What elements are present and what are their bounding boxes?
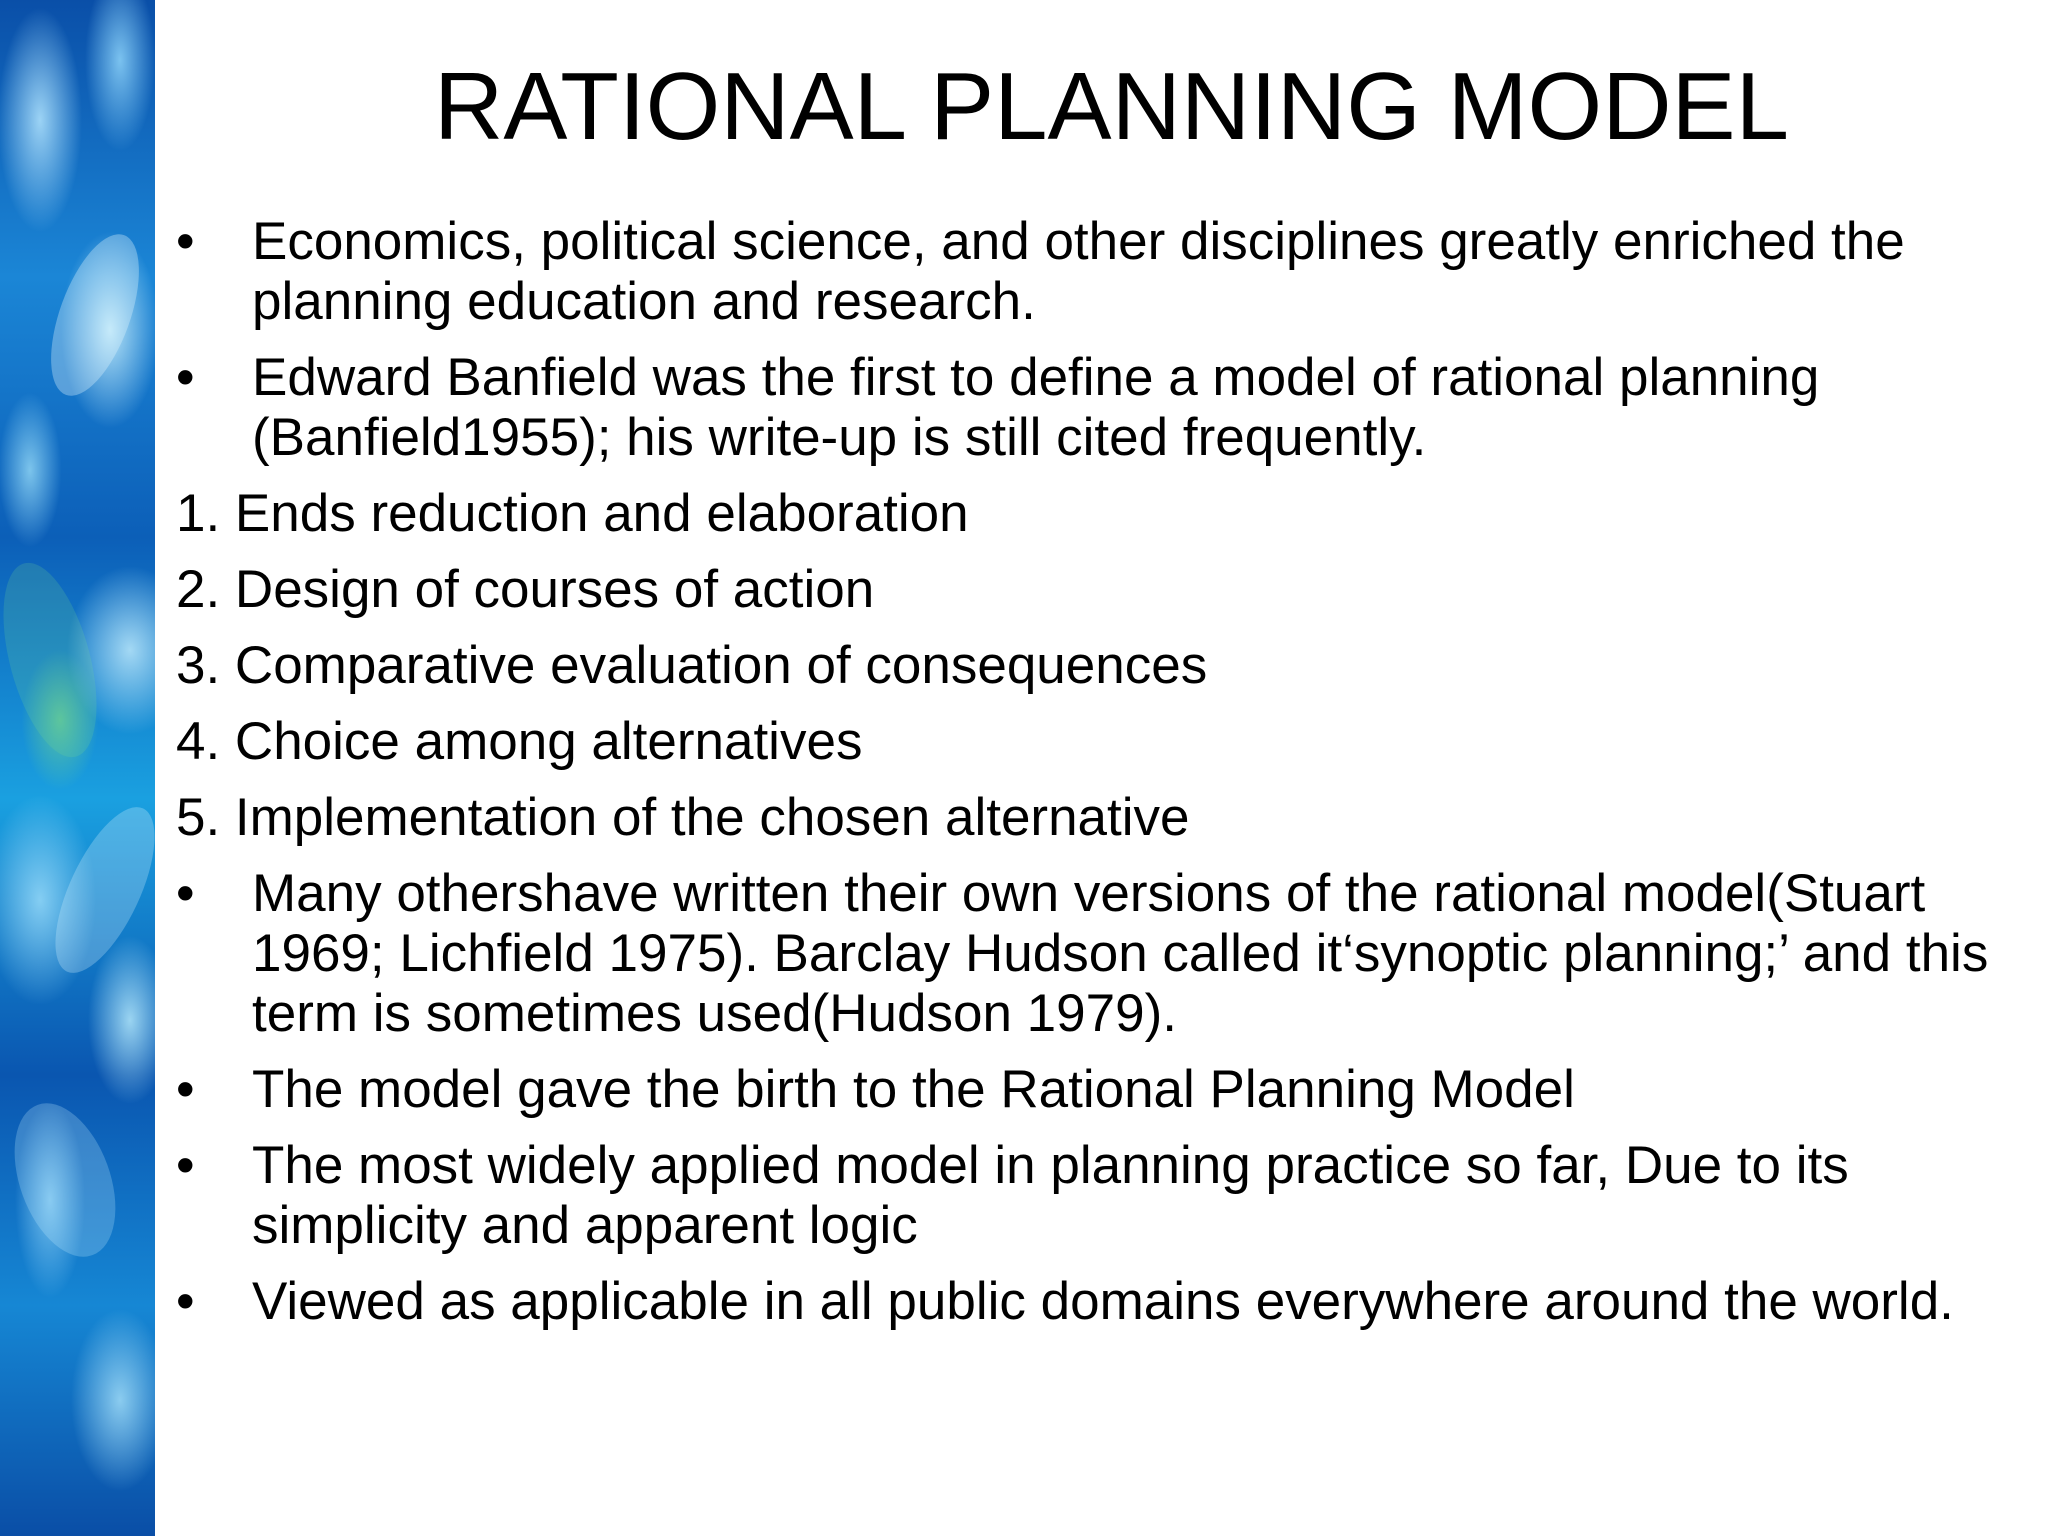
bullet-item	[176, 1060, 2016, 1120]
bullet-item	[176, 864, 2016, 1044]
bullet-text: Edward Banfield was the first to define a model of rational planning (Banfield1955); his write-up is still cited frequently.	[252, 348, 1820, 467]
slide-content	[176, 212, 2016, 1348]
bullet-item	[176, 1272, 2016, 1332]
bullet-dot: •	[176, 212, 195, 271]
bullet-text: Viewed as applicable in all public domains everywhere around the world.	[252, 1272, 1954, 1331]
step-item: 4. Choice among alternatives	[176, 712, 863, 771]
decorative-ocean-image	[0, 0, 155, 1536]
bullet-item	[176, 348, 2016, 468]
bullet-text: Economics, political science, and other disciplines greatly enriched the planning education and research.	[252, 212, 1905, 331]
fish-shape	[35, 794, 175, 987]
bullet-item	[176, 1136, 2016, 1256]
fish-shape	[33, 223, 157, 407]
bullet-dot: •	[176, 1272, 195, 1331]
bullet-dot: •	[176, 1136, 195, 1195]
bullet-item	[176, 212, 2016, 332]
fish-shape	[0, 1089, 135, 1270]
fish-shape	[0, 553, 115, 767]
slide-title: RATIONAL PLANNING MODEL	[434, 53, 1789, 160]
bullet-dot: •	[176, 864, 195, 923]
bullet-text: The most widely applied model in planning practice so far, Due to its simplicity and apparent logic	[252, 1136, 1849, 1255]
bullet-dot: •	[176, 1060, 195, 1119]
step-item: 1. Ends reduction and elaboration	[176, 484, 969, 543]
step-item: 5. Implementation of the chosen alternative	[176, 788, 1190, 847]
step-item: 2. Design of courses of action	[176, 560, 875, 619]
bullet-text: Many othershave written their own versions of the rational model(Stuart 1969; Lichfield 1975). Barclay Hudson called it‘synoptic planning;’ and this term is sometimes used(Hudson 1979).	[252, 864, 1989, 1043]
bullet-text: The model gave the birth to the Rational Planning Model	[252, 1060, 1575, 1119]
bullet-dot: •	[176, 348, 195, 407]
step-item: 3. Comparative evaluation of consequences	[176, 636, 1208, 695]
